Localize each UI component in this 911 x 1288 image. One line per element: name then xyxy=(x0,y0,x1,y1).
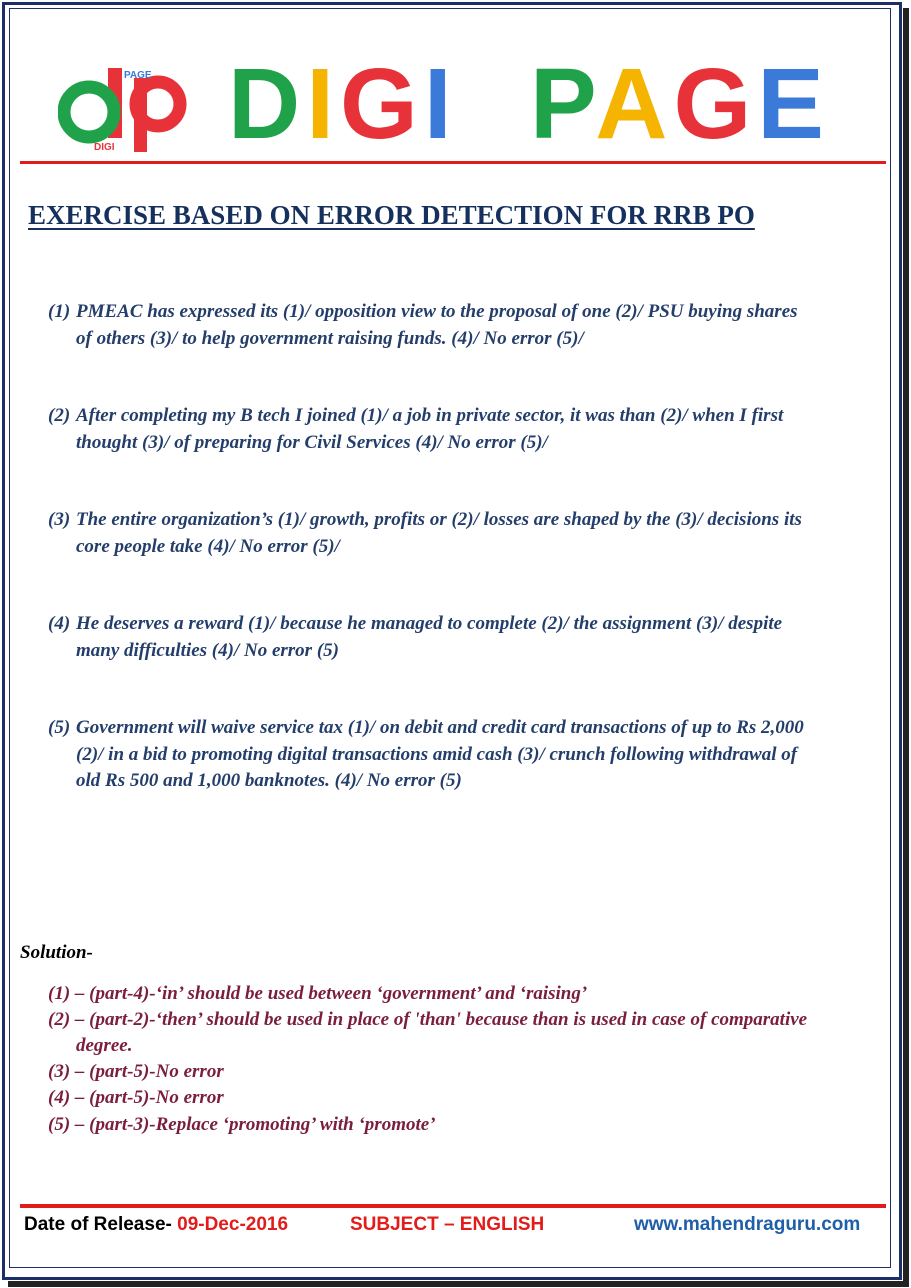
page-shadow-right xyxy=(903,8,909,1286)
page-shadow-bottom xyxy=(8,1281,909,1287)
question-line: The entire organization’s (1)/ growth, profits or (2)/ losses are shaped by the (3)/ decisions its xyxy=(76,509,802,530)
header-divider xyxy=(20,161,886,164)
logo-text-bottom: DIGI xyxy=(94,142,115,152)
logo-text-top: PAGE xyxy=(124,70,152,81)
release-date-label: Date of Release- xyxy=(24,1214,172,1235)
digi-page-logo xyxy=(58,68,192,152)
title-letter: E xyxy=(757,48,830,160)
question-line: (2)/ in a bid to promoting digital transactions amid cash (3)/ crunch following withdrawal of xyxy=(76,743,798,765)
title-digi xyxy=(228,48,458,160)
question-line: core people take (4)/ No error (5)/ xyxy=(76,535,340,557)
question-line: He deserves a reward (1)/ because he managed to complete (2)/ the assignment (3)/ despite xyxy=(76,613,783,634)
title-letter: G xyxy=(673,48,758,160)
question-number: (2) xyxy=(48,405,71,426)
title-letter: A xyxy=(595,48,674,160)
question-number: (3) xyxy=(48,509,71,530)
question-line: many difficulties (4)/ No error (5) xyxy=(76,639,339,661)
title-letter: P xyxy=(530,48,596,160)
footer-divider xyxy=(20,1204,886,1208)
question-line: Government will waive service tax (1)/ on debit and credit card transactions of up to Rs 2,000 xyxy=(76,717,804,738)
title-letter: I xyxy=(306,48,341,160)
solution-line: degree. xyxy=(76,1035,133,1056)
question-line: of others (3)/ to help government raising funds. (4)/ No error (5)/ xyxy=(76,327,584,349)
subject-label: SUBJECT – ENGLISH xyxy=(350,1214,545,1235)
question-number: (4) xyxy=(48,613,71,634)
question-line: thought (3)/ of preparing for Civil Services (4)/ No error (5)/ xyxy=(76,431,548,453)
solution-item-3 xyxy=(48,1059,224,1085)
solution-label: Solution- xyxy=(20,942,93,963)
title-word2-text xyxy=(0,0,3,1)
title-letter: D xyxy=(228,48,307,160)
question-number: (1) xyxy=(48,301,71,322)
title-letter: G xyxy=(340,48,424,160)
solution-line: (4) – (part-5)-No error xyxy=(48,1087,224,1108)
question-number: (5) xyxy=(48,717,71,738)
release-date-value: 09-Dec-2016 xyxy=(177,1214,289,1235)
solution-item-4 xyxy=(48,1085,224,1111)
website-link[interactable]: www.mahendraguru.com xyxy=(634,1214,861,1235)
question-line: old Rs 500 and 1,000 banknotes. (4)/ No error (5) xyxy=(76,770,462,791)
solution-item-1 xyxy=(48,981,587,1007)
question-line: After completing my B tech I joined (1)/ a job in private sector, it was than (2)/ when I first xyxy=(76,405,784,426)
solution-line: (3) – (part-5)-No error xyxy=(48,1061,224,1082)
solution-item-5 xyxy=(48,1112,436,1138)
question-line: PMEAC has expressed its (1)/ opposition view to the proposal of one (2)/ PSU buying shares xyxy=(76,301,798,322)
release-date xyxy=(24,1214,288,1236)
solution-line: (2) – (part-2)-‘then’ should be used in place of 'than' because than is used in case of comparative xyxy=(48,1009,808,1030)
page-heading: EXERCISE BASED ON ERROR DETECTION FOR RRB PO xyxy=(28,200,755,230)
solution-item-2 xyxy=(48,1007,808,1056)
title-letter: I xyxy=(423,48,458,160)
title-page xyxy=(530,48,830,160)
solution-line: (1) – (part-4)-‘in’ should be used between ‘government’ and ‘raising’ xyxy=(48,983,588,1004)
logo-d-bowl xyxy=(64,87,114,137)
solution-line: (5) – (part-3)-Replace ‘promoting’ with ‘promote’ xyxy=(48,1114,436,1135)
